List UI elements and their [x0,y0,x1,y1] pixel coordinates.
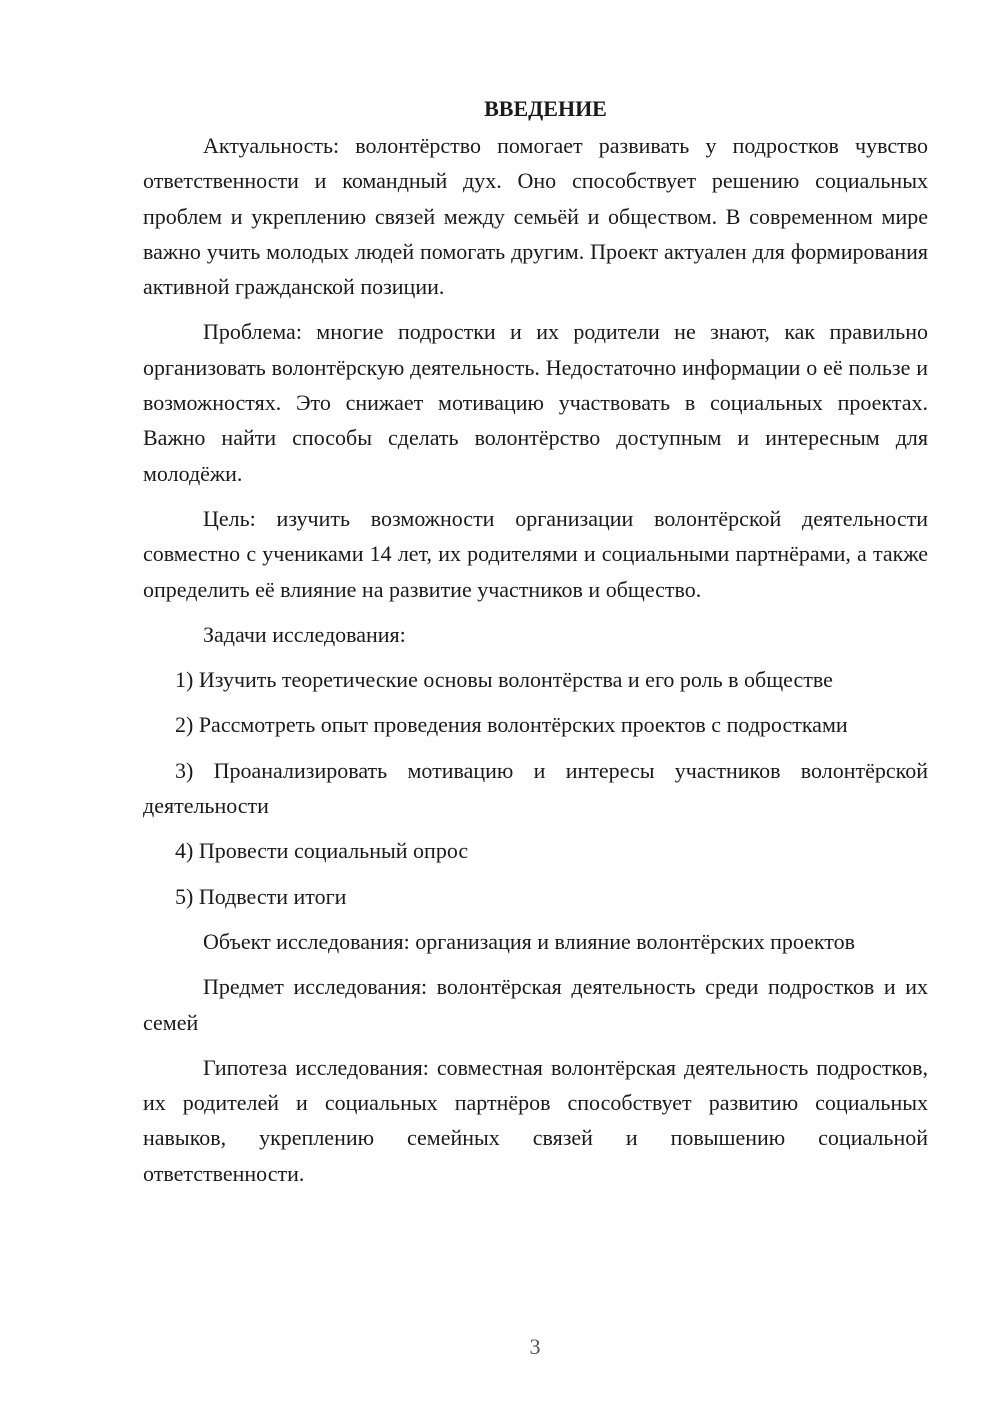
task-item-4: 4) Провести социальный опрос [175,838,469,864]
task-item-1: 1) Изучить теоретические основы волонтёрства и его роль в обществе [175,667,833,693]
task-item-5: 5) Подвести итоги [175,883,347,909]
paragraph-object: Объект исследования: организация и влияние волонтёрских проектов [203,928,856,954]
paragraph-relevance: Актуальность: волонтёрство помогает развивать у подростков чувство ответственности и командный дух. Оно способствует решению социальных проблем и укреплению связей между семьёй и обществом. В современном мире важно учить молодых людей помогать другим. Проект актуален для формирования активной гражданской позиции. [143,133,928,300]
page-content [143,94,928,1201]
task-item-3: 3) Проанализировать мотивацию и интересы участников волонтёрской деятельности [143,757,928,819]
paragraph-tasks-heading: Задачи исследования: [203,621,406,647]
page-number: 3 [529,1334,541,1359]
paragraph-hypothesis: Гипотеза исследования: совместная волонтёрская деятельность подростков, их родителей и социальных партнёров способствует развитию социальных навыков, укреплению семейных связей и повышению социальной ответственности. [143,1054,928,1186]
paragraph-problem: Проблема: многие подростки и их родители не знают, как правильно организовать волонтёрскую деятельность. Недостаточно информации о её пользе и возможностях. Это снижает мотивацию участвовать в социальных проектах. Важно найти способы сделать волонтёрство доступным и интересным для молодёжи. [143,319,928,486]
paragraph-goal: Цель: изучить возможности организации волонтёрской деятельности совместно с учениками 14 лет, их родителями и социальными партнёрами, а также определить её влияние на развитие участников и общество. [143,505,928,602]
task-item-2: 2) Рассмотреть опыт проведения волонтёрских проектов с подростками [175,712,848,738]
page-title: ВВЕДЕНИЕ [484,96,607,121]
paragraph-subject: Предмет исследования: волонтёрская деятельность среди подростков и их семей [143,974,928,1035]
